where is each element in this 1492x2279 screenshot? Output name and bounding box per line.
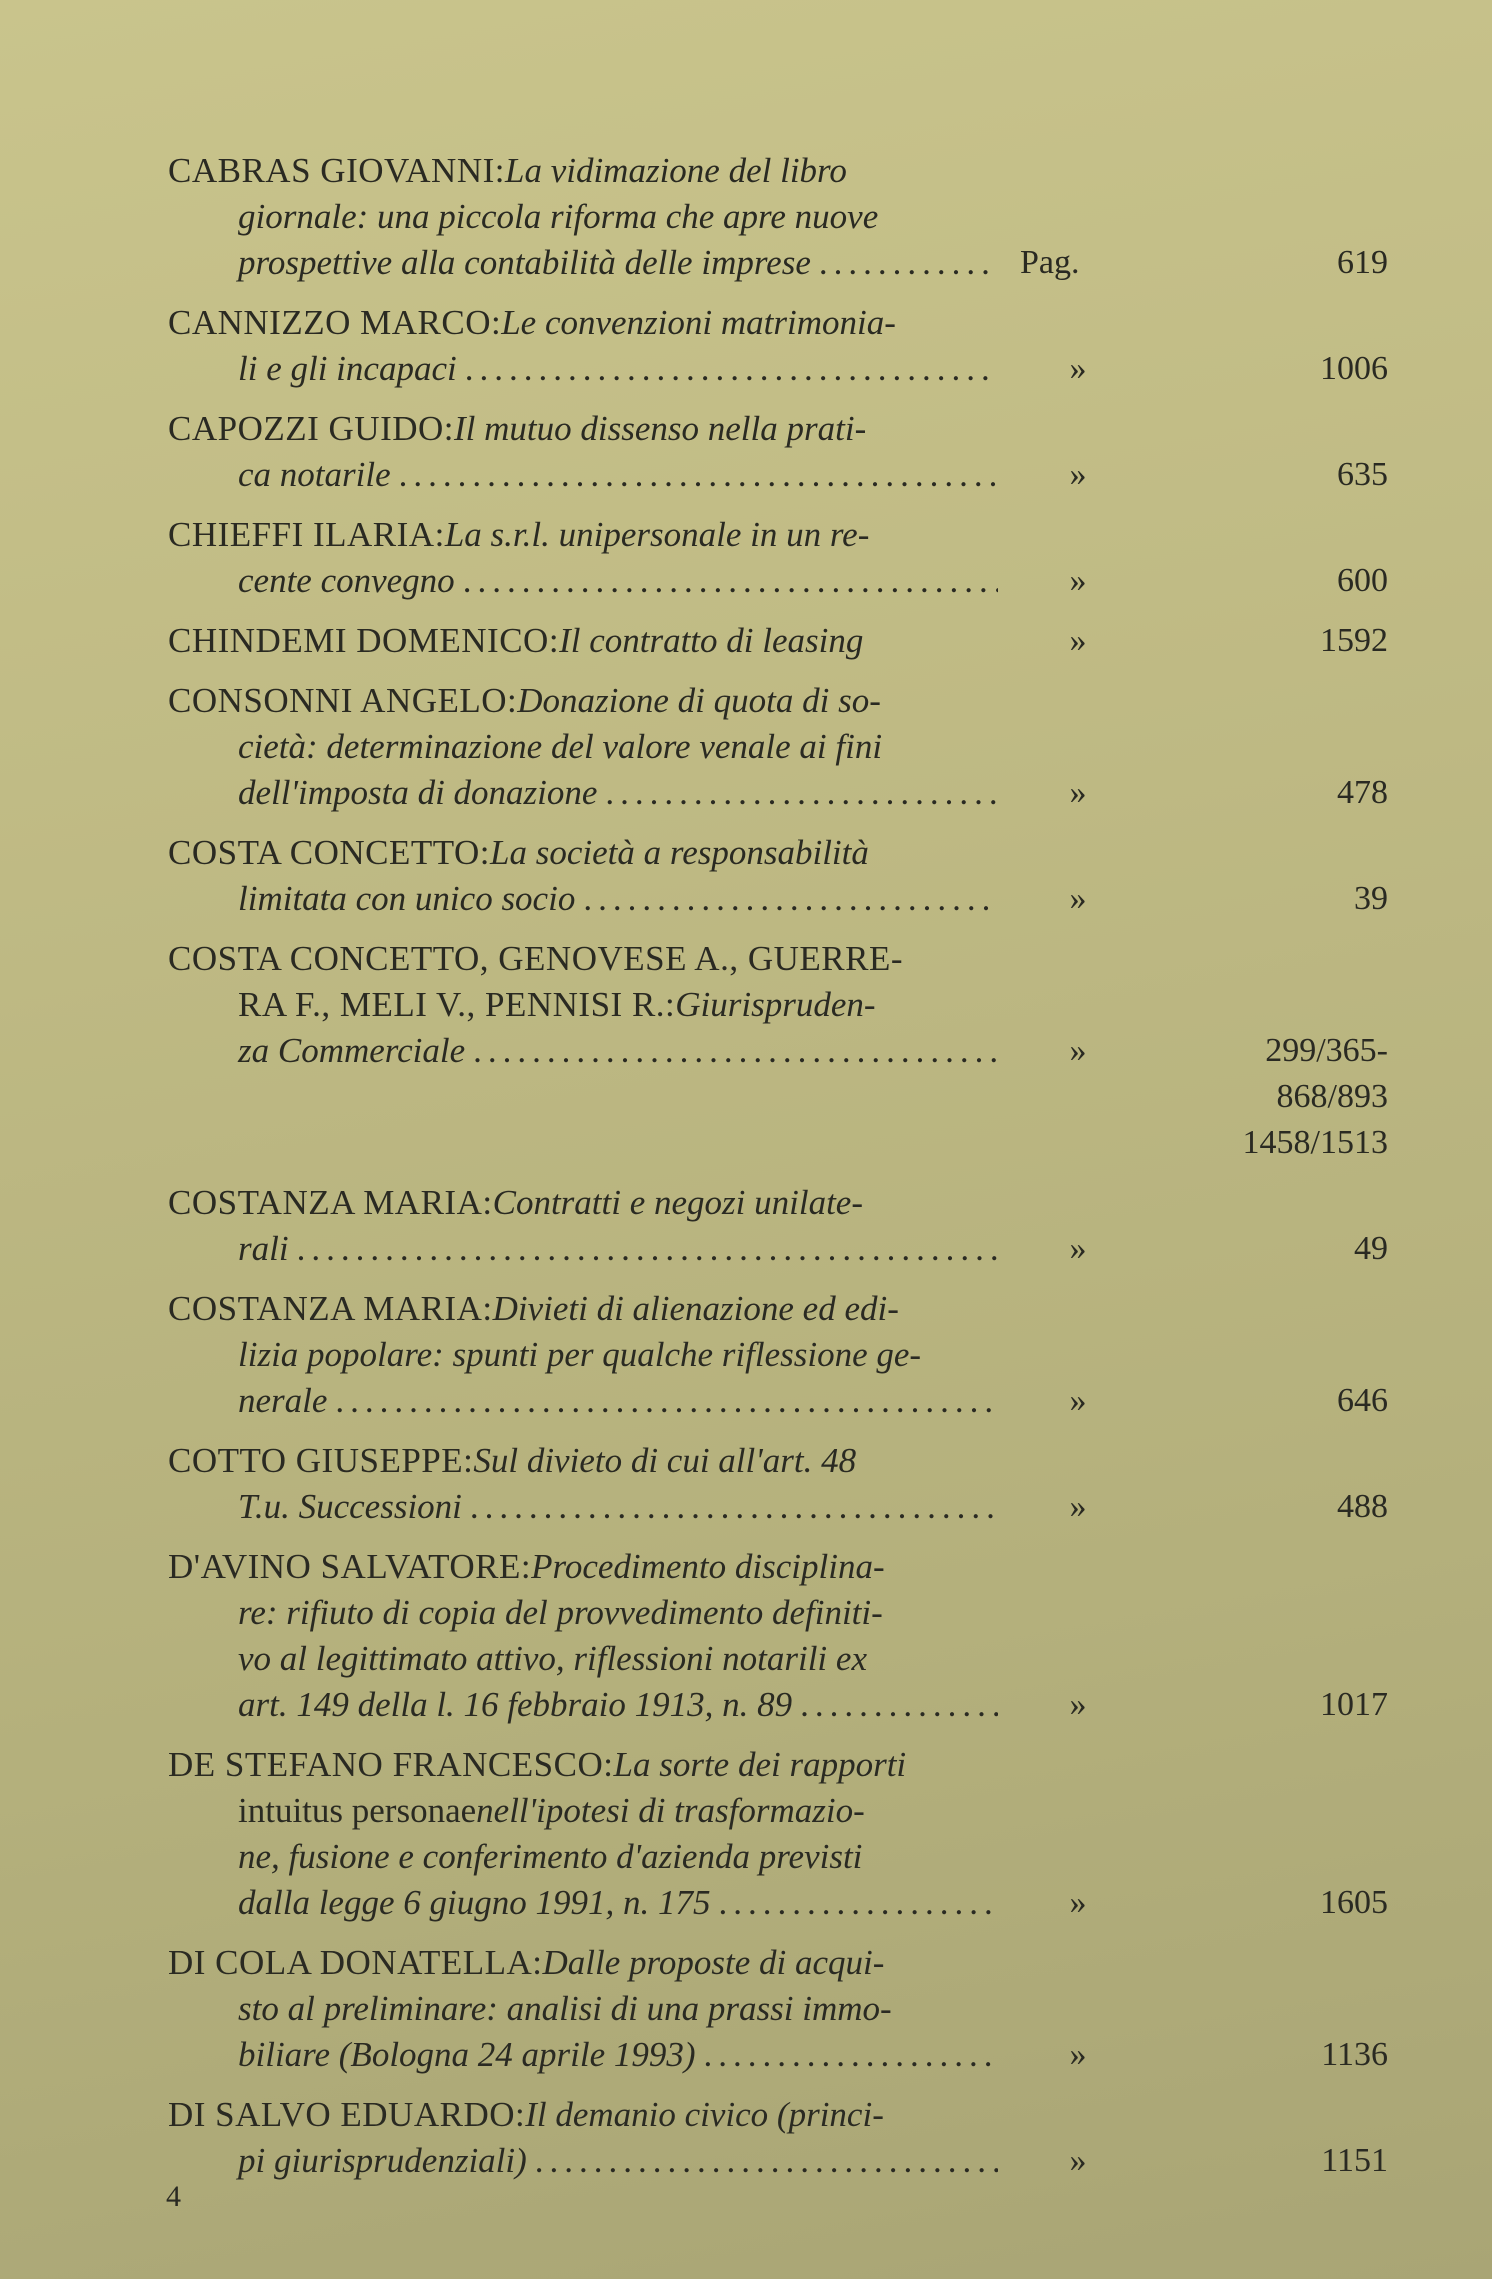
entry-title: vo al legittimato attivo, riflessioni notarili ex [238, 1639, 867, 1678]
index-entry [168, 678, 1388, 816]
entry-title: biliare (Bologna 24 aprile 1993) [238, 2035, 696, 2074]
entry-title: Il demanio civico (princi- [525, 2095, 884, 2134]
entry-author: CAPOZZI GUIDO: [168, 409, 455, 448]
index-entry [168, 1438, 1388, 1530]
page-range: 1017 [1320, 1686, 1388, 1723]
entry-author: COSTA CONCETTO: [168, 833, 491, 872]
page-range: 646 [1337, 1382, 1388, 1419]
index-entry [168, 2092, 1388, 2184]
dot-leader [297, 1226, 998, 1272]
index-entry [168, 1940, 1388, 2078]
page-reference [1158, 452, 1388, 498]
entry-title: Le convenzioni matrimonia- [501, 303, 896, 342]
page-range: 49 [1354, 1230, 1388, 1267]
index-entry [168, 512, 1388, 604]
entry-title: rali [238, 1229, 289, 1268]
dot-leader [399, 452, 998, 498]
page-reference [1158, 1028, 1388, 1166]
entry-line [168, 770, 998, 816]
page-marker: » [1069, 1382, 1087, 1419]
entry-title: lizia popolare: spunti per qualche riflessione ge- [238, 1335, 922, 1374]
entry-author: CONSONNI ANGELO: [168, 681, 518, 720]
dot-leader [335, 1378, 998, 1424]
entry-title: La società a responsabilità [490, 833, 869, 872]
entry-title: giornale: una piccola riforma che apre nuove [238, 197, 879, 236]
page-range: 488 [1337, 1488, 1388, 1525]
entry-author: COSTANZA MARIA: [168, 1289, 493, 1328]
entry-title: Dalle proposte di acqui- [542, 1943, 885, 1982]
entry-title: za Commerciale [238, 1031, 466, 1070]
page-range: 478 [1337, 774, 1388, 811]
page-range: 1136 [1321, 2036, 1388, 2073]
entry-line [168, 1378, 998, 1424]
index-entry [168, 1742, 1388, 1926]
entry-line [168, 1742, 998, 1788]
entry-author: RA F., MELI V., PENNISI R.: [238, 985, 676, 1024]
entry-line [168, 936, 998, 982]
entry-title: nell'ipotesi di trasformazio- [476, 1791, 865, 1830]
entry-line [168, 300, 998, 346]
entry-line [168, 1286, 998, 1332]
dot-leader [605, 770, 998, 816]
entry-author: COSTANZA MARIA: [168, 1183, 493, 1222]
page-reference [1158, 1880, 1388, 1926]
entry-author: D'AVINO SALVATORE: [168, 1547, 532, 1586]
entry-title: La vidimazione del libro [504, 151, 847, 190]
entry-author: CHINDEMI DOMENICO: [168, 621, 560, 660]
entry-line [168, 2138, 998, 2184]
entry-title: Procedimento disciplina- [531, 1547, 885, 1586]
entry-title: sto al preliminare: analisi di una prassi immo- [238, 1989, 892, 2028]
entry-line [168, 148, 998, 194]
page-marker: » [1069, 2036, 1087, 2073]
entry-line [168, 1226, 998, 1272]
entry-line [168, 452, 998, 498]
page-marker: » [1069, 880, 1087, 917]
entry-author: CHIEFFI ILARIA: [168, 515, 445, 554]
entry-line [168, 1484, 998, 1530]
entry-text [168, 2092, 998, 2184]
entry-line [168, 1834, 998, 1880]
entry-text [168, 300, 998, 392]
entry-title: Il contratto di leasing [559, 621, 864, 660]
entry-line [168, 724, 998, 770]
entry-author: DE STEFANO FRANCESCO: [168, 1745, 614, 1784]
entry-title: ca notarile [238, 455, 391, 494]
entry-title: Contratti e negozi unilate- [492, 1183, 863, 1222]
entry-author: CABRAS GIOVANNI: [168, 151, 505, 190]
entry-text [168, 1742, 998, 1926]
index-entry [168, 1180, 1388, 1272]
entry-title: cente convegno [238, 561, 455, 600]
entry-text [168, 148, 998, 286]
entry-line [168, 558, 998, 604]
entry-line [168, 1636, 998, 1682]
entry-line [168, 1880, 998, 1926]
entry-author: CANNIZZO MARCO: [168, 303, 502, 342]
entry-text [168, 1180, 998, 1272]
entry-title: art. 149 della l. 16 febbraio 1913, n. 89 [238, 1685, 793, 1724]
page-range-extra: 1458/1513 [1242, 1124, 1388, 1161]
entry-author: DI COLA DONATELLA: [168, 1943, 543, 1982]
entry-line [168, 346, 998, 392]
entry-line [168, 1788, 998, 1834]
entry-text [168, 406, 998, 498]
entry-line [168, 1180, 998, 1226]
page-marker: » [1069, 456, 1087, 493]
page-reference [1158, 2138, 1388, 2184]
entry-line [168, 2092, 998, 2138]
entry-text [168, 512, 998, 604]
entry-text [168, 1940, 998, 2078]
entry-line [168, 1028, 998, 1074]
page-number: 4 [166, 2180, 181, 2213]
entry-line [168, 406, 998, 452]
page-reference [1158, 770, 1388, 816]
page-range: 1006 [1320, 350, 1388, 387]
entry-line [168, 678, 998, 724]
page-reference [1158, 346, 1388, 392]
entry-author: COSTA CONCETTO, GENOVESE A., GUERRE- [168, 939, 903, 978]
dot-leader [465, 346, 998, 392]
entry-line [168, 1940, 998, 1986]
page-range: 1605 [1320, 1884, 1388, 1921]
entry-line [168, 1544, 998, 1590]
page-marker: » [1069, 1230, 1087, 1267]
entry-title: pi giurisprudenziali) [238, 2141, 527, 2180]
entry-text [168, 1544, 998, 1728]
page-marker: » [1069, 1686, 1087, 1723]
entry-line [168, 512, 998, 558]
dot-leader [718, 1880, 998, 1926]
page-range: 635 [1337, 456, 1388, 493]
entry-title: Il mutuo dissenso nella prati- [454, 409, 867, 448]
page-marker: » [1069, 2142, 1087, 2179]
index-entry [168, 406, 1388, 498]
page-range: 1592 [1320, 622, 1388, 659]
page-range: 299/365-868/893 [1265, 1032, 1388, 1115]
entry-title: dalla legge 6 giugno 1991, n. 175 [238, 1883, 711, 1922]
entry-text [168, 618, 998, 664]
index-entry [168, 936, 1388, 1166]
entry-text [168, 1286, 998, 1424]
page-reference [1158, 240, 1388, 286]
dot-leader [583, 876, 998, 922]
page-range: 619 [1337, 244, 1388, 281]
entry-title: Giurispruden- [675, 985, 876, 1024]
page-reference [1158, 1226, 1388, 1272]
entry-title: re: rifiuto di copia del provvedimento definiti- [238, 1593, 883, 1632]
entry-title: ne, fusione e conferimento d'azienda previsti [238, 1837, 863, 1876]
page-range: 600 [1337, 562, 1388, 599]
page-marker: » [1069, 1032, 1087, 1069]
entry-title: limitata con unico socio [238, 879, 576, 918]
page-reference [1158, 1484, 1388, 1530]
entry-title: T.u. Successioni [238, 1487, 462, 1526]
dot-leader [463, 558, 998, 604]
dot-leader [819, 240, 998, 286]
page-reference [1158, 558, 1388, 604]
entry-title: prospettive alla contabilità delle imprese [238, 243, 811, 282]
entry-text [168, 678, 998, 816]
dot-leader [535, 2138, 998, 2184]
page-reference [1158, 618, 1388, 664]
page-marker: » [1069, 350, 1087, 387]
page-marker: » [1069, 1884, 1087, 1921]
entry-line [168, 830, 998, 876]
dot-leader [704, 2032, 998, 2078]
entry-title: Divieti di alienazione ed edi- [492, 1289, 899, 1328]
entry-line [168, 2032, 998, 2078]
index-entry [168, 148, 1388, 286]
entry-title: La s.r.l. unipersonale in un re- [444, 515, 870, 554]
entry-text [168, 936, 998, 1074]
index-entries [168, 148, 1388, 2198]
page-marker: » [1069, 562, 1087, 599]
index-entry [168, 1286, 1388, 1424]
dot-leader [473, 1028, 998, 1074]
entry-line [168, 876, 998, 922]
entry-title: dell'imposta di donazione [238, 773, 598, 812]
entry-line [168, 194, 998, 240]
entry-title: li e gli incapaci [238, 349, 457, 388]
entry-line [168, 1590, 998, 1636]
page-marker: Pag. [1020, 244, 1080, 281]
index-entry [168, 618, 1388, 664]
page-reference [1158, 1682, 1388, 1728]
entry-title: La sorte dei rapporti [613, 1745, 907, 1784]
entry-line [168, 1438, 998, 1484]
page-marker: » [1069, 774, 1087, 811]
entry-line [168, 1986, 998, 2032]
page-marker: » [1069, 622, 1087, 659]
entry-title-roman: intuitus personae [238, 1791, 477, 1830]
entry-text [168, 830, 998, 922]
index-entry [168, 300, 1388, 392]
entry-line [168, 1682, 998, 1728]
dot-leader [470, 1484, 998, 1530]
dot-leader [800, 1682, 998, 1728]
page-reference [1158, 1378, 1388, 1424]
page-marker: » [1069, 1488, 1087, 1525]
entry-line [168, 240, 998, 286]
entry-line [168, 618, 998, 664]
entry-line [168, 982, 998, 1028]
index-entry [168, 1544, 1388, 1728]
entry-text [168, 1438, 998, 1530]
entry-author: DI SALVO EDUARDO: [168, 2095, 526, 2134]
page-range: 1151 [1321, 2142, 1388, 2179]
entry-title: Donazione di quota di so- [517, 681, 881, 720]
entry-author: COTTO GIUSEPPE: [168, 1441, 474, 1480]
entry-title: cietà: determinazione del valore venale ai fini [238, 727, 883, 766]
index-entry [168, 830, 1388, 922]
page-range: 39 [1354, 880, 1388, 917]
page-reference [1158, 876, 1388, 922]
page-reference [1158, 2032, 1388, 2078]
entry-line [168, 1332, 998, 1378]
entry-title: Sul divieto di cui all'art. 48 [473, 1441, 857, 1480]
entry-title: nerale [238, 1381, 328, 1420]
